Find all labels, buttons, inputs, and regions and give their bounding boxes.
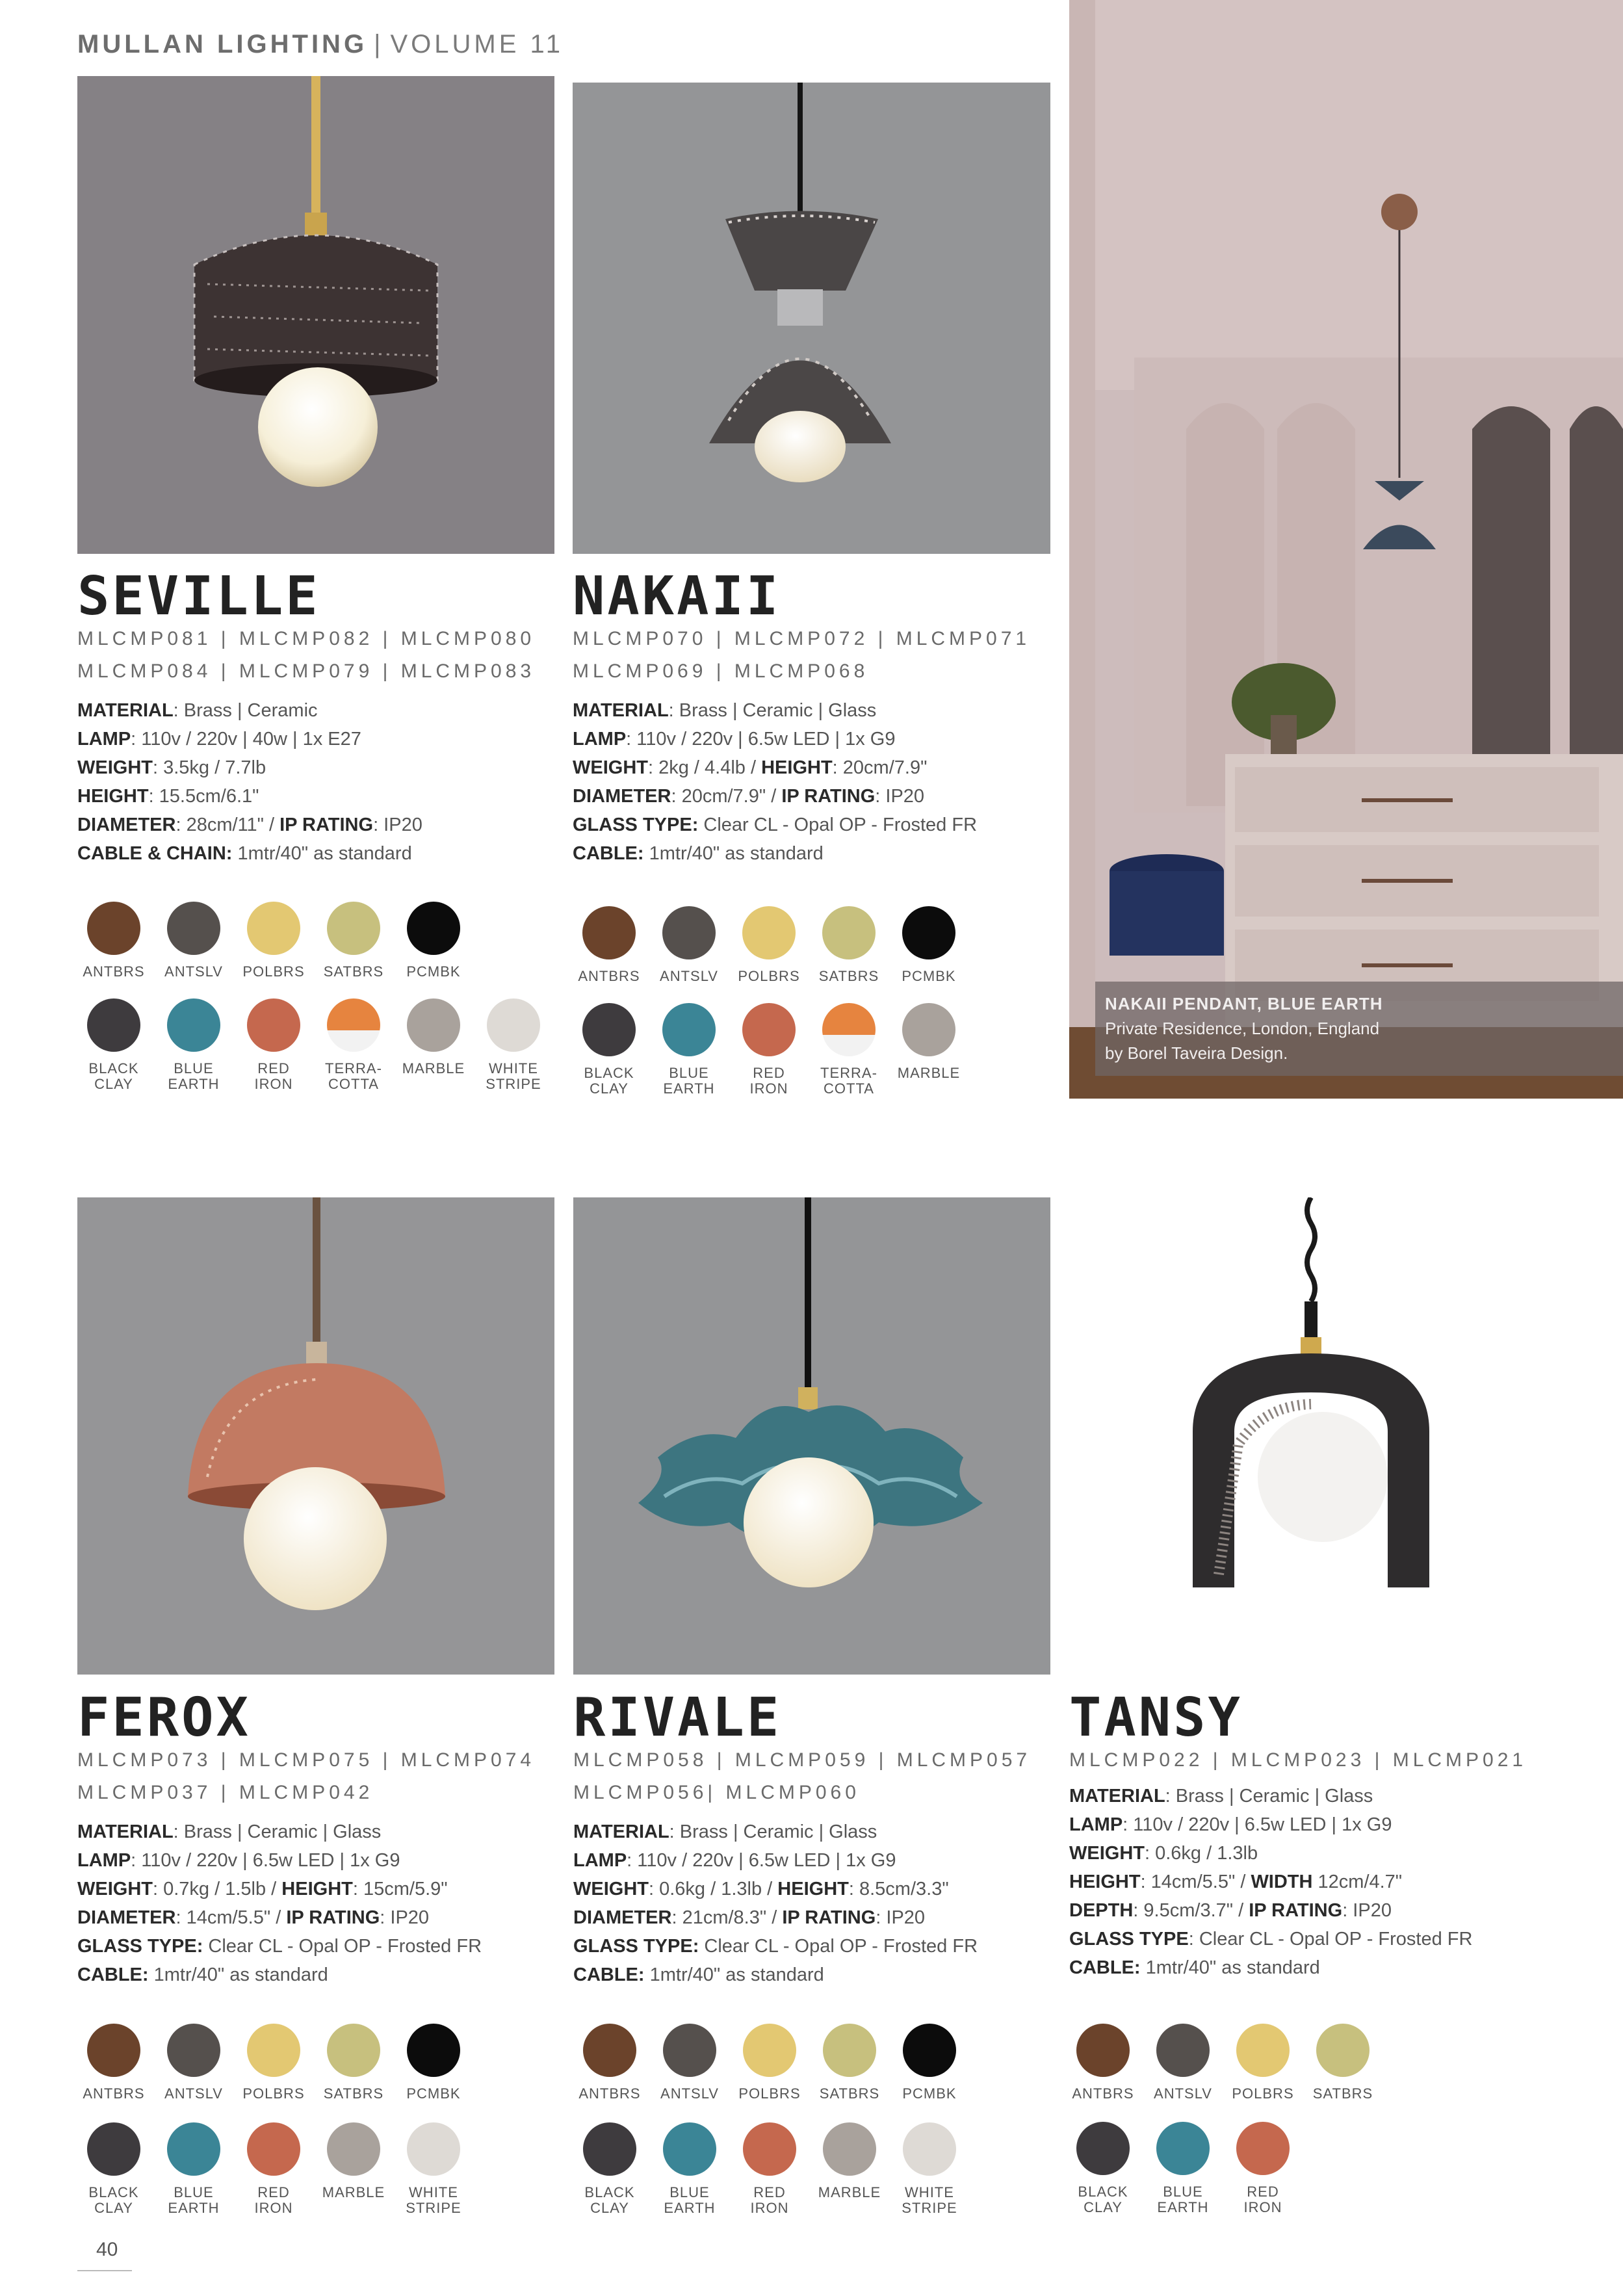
spec-label: IP RATING xyxy=(279,815,374,835)
spec-label: MATERIAL xyxy=(573,700,669,721)
finish-swatch-label: RED IRON xyxy=(1243,2184,1282,2215)
brand-name: MULLAN LIGHTING xyxy=(77,30,368,59)
spec-value: : 110v / 220v | 6.5w LED | 1x G9 xyxy=(131,1850,400,1871)
finish-swatch-label: WHITE STRIPE xyxy=(902,2184,957,2216)
finish-swatch-label: SATBRS xyxy=(323,2085,384,2102)
spec-value: : 0.6kg / 1.3lb / xyxy=(649,1879,778,1899)
rivale-codes xyxy=(573,1744,1031,1809)
page-number-rule xyxy=(77,2270,132,2271)
finish-swatch xyxy=(729,906,809,984)
spec-label: CABLE: xyxy=(573,843,644,864)
rivale-codes-line-2: MLCMP056| MLCMP060 xyxy=(573,1782,860,1803)
finish-swatch-dot xyxy=(1316,2024,1370,2077)
finish-swatch xyxy=(153,902,234,980)
finish-swatch xyxy=(809,906,889,984)
finish-swatch-dot xyxy=(407,902,460,955)
seville-codes xyxy=(77,623,535,688)
nakaii-specs xyxy=(573,696,977,868)
finish-swatch-dot xyxy=(662,1003,716,1056)
finish-swatch-label: ANTBRS xyxy=(83,2085,145,2102)
spec-row xyxy=(1069,1953,1472,1982)
nakaii-codes-line-2: MLCMP069 | MLCMP068 xyxy=(573,660,869,682)
rivale-photo xyxy=(573,1197,1050,1675)
spec-value: : 2kg / 4.4lb / xyxy=(648,757,762,778)
finish-swatch-label: ANTBRS xyxy=(83,963,145,980)
finish-swatch-dot xyxy=(743,2024,796,2077)
spec-row xyxy=(1069,1782,1472,1810)
finish-swatch-label: ANTBRS xyxy=(1072,2085,1134,2102)
ferox-codes xyxy=(77,1744,535,1809)
spec-label: IP RATING xyxy=(1249,1900,1343,1921)
finish-swatch-label: BLUE EARTH xyxy=(664,2184,716,2216)
spec-label: GLASS TYPE: xyxy=(573,815,699,835)
finish-swatch-dot xyxy=(407,2122,460,2176)
finish-swatch-label: SATBRS xyxy=(818,968,879,984)
spec-value: : Brass | Ceramic | Glass xyxy=(669,1821,877,1842)
finish-swatch xyxy=(889,2024,970,2102)
spec-label: WEIGHT xyxy=(1069,1843,1145,1864)
tansy-title: TANSY xyxy=(1069,1687,1243,1749)
spec-value: : Clear CL - Opal OP - Frosted FR xyxy=(1188,1929,1473,1950)
catalog-header xyxy=(77,30,564,59)
finish-swatch-dot xyxy=(1076,2024,1130,2077)
finish-swatch-label: SATBRS xyxy=(323,963,384,980)
finish-swatch-label: MARBLE xyxy=(322,2184,385,2200)
spec-label: MATERIAL xyxy=(77,700,174,721)
finish-swatch-label: RED IRON xyxy=(749,1065,788,1097)
finish-swatch xyxy=(313,998,394,1092)
spec-value: Clear CL - Opal OP - Frosted FR xyxy=(698,815,978,835)
spec-value: 1mtr/40" as standard xyxy=(1140,1957,1320,1978)
spec-value: : Brass | Ceramic | Glass xyxy=(668,700,877,721)
finish-swatch-label: TERRA- COTTA xyxy=(820,1065,877,1097)
finish-swatch-label: BLUE EARTH xyxy=(168,2184,220,2216)
spec-label: WIDTH xyxy=(1251,1872,1313,1892)
finish-swatch xyxy=(649,2122,730,2216)
finish-swatch-dot xyxy=(583,2024,636,2077)
finish-swatch-dot xyxy=(823,2024,876,2077)
finish-swatch xyxy=(1303,2024,1383,2102)
spec-value: : IP20 xyxy=(380,1907,430,1928)
finish-swatch xyxy=(233,2122,314,2216)
nakaii-codes-line-1: MLCMP070 | MLCMP072 | MLCMP071 xyxy=(573,628,1031,649)
finish-swatch-dot xyxy=(407,998,460,1052)
spec-row xyxy=(573,839,977,868)
finish-swatch-dot xyxy=(247,902,300,955)
spec-row xyxy=(77,1818,482,1846)
spec-value: : 0.6kg / 1.3lb xyxy=(1145,1843,1258,1864)
ferox-title: FEROX xyxy=(77,1687,251,1749)
page-number: 40 xyxy=(96,2239,118,2260)
seville-specs xyxy=(77,696,422,868)
spec-row xyxy=(77,1875,482,1903)
finish-swatch-label: RED IRON xyxy=(254,2184,293,2216)
spec-row xyxy=(573,1961,978,1989)
finish-swatch xyxy=(569,2024,650,2102)
finish-swatch-label: MARBLE xyxy=(402,1060,465,1076)
spec-label: WEIGHT xyxy=(573,1879,649,1899)
spec-value: 12cm/4.7" xyxy=(1312,1872,1403,1892)
spec-row xyxy=(573,725,977,753)
finish-swatch-dot xyxy=(663,2024,716,2077)
finish-swatch-label: POLBRS xyxy=(242,2085,305,2102)
finish-swatch-label: ANTSLV xyxy=(164,2085,223,2102)
header-separator: | xyxy=(374,30,384,59)
finish-swatch xyxy=(649,1003,729,1097)
finish-swatch-dot xyxy=(902,1003,955,1056)
spec-row xyxy=(77,696,422,725)
finish-swatch-dot xyxy=(822,1003,876,1056)
spec-label: DIAMETER xyxy=(77,1907,176,1928)
finish-swatch xyxy=(1143,2122,1223,2215)
spec-label: DIAMETER xyxy=(573,1907,672,1928)
finish-swatch-label: BLACK CLAY xyxy=(584,2184,635,2216)
spec-row xyxy=(77,1846,482,1875)
spec-label: CABLE: xyxy=(1069,1957,1141,1978)
spec-label: HEIGHT xyxy=(761,757,833,778)
spec-value: : 20cm/7.9" xyxy=(832,757,928,778)
finish-swatch xyxy=(73,2024,154,2102)
finish-swatch-dot xyxy=(167,902,220,955)
finish-swatch xyxy=(1223,2122,1303,2215)
finish-swatch xyxy=(729,1003,809,1097)
spec-value: : 21cm/8.3" / xyxy=(671,1907,783,1928)
spec-value: 1mtr/40" as standard xyxy=(232,843,412,864)
finish-swatch xyxy=(1143,2024,1223,2102)
finish-swatch-label: BLACK CLAY xyxy=(1078,2184,1128,2215)
finish-swatch xyxy=(809,2122,890,2200)
spec-value: : Brass | Ceramic xyxy=(173,700,318,721)
finish-swatch-dot xyxy=(87,902,140,955)
finish-swatch xyxy=(313,2122,394,2200)
finish-swatch-label: SATBRS xyxy=(819,2085,880,2102)
finish-swatch-label: ANTBRS xyxy=(578,2085,641,2102)
spec-row xyxy=(77,725,422,753)
finish-swatch-dot xyxy=(167,998,220,1052)
spec-label: WEIGHT xyxy=(573,757,648,778)
finish-swatch-label: RED IRON xyxy=(750,2184,789,2216)
spec-row xyxy=(573,696,977,725)
spec-row xyxy=(1069,1810,1472,1839)
spec-label: IP RATING xyxy=(286,1907,380,1928)
spec-value: : IP20 xyxy=(876,1907,926,1928)
spec-label: GLASS TYPE: xyxy=(77,1936,203,1957)
spec-value: : 110v / 220v | 40w | 1x E27 xyxy=(131,729,361,750)
finish-swatch xyxy=(73,902,154,980)
spec-label: MATERIAL xyxy=(77,1821,174,1842)
spec-label: LAMP xyxy=(1069,1814,1123,1835)
tansy-specs xyxy=(1069,1782,1472,1982)
finish-swatch xyxy=(1223,2024,1303,2102)
finish-swatch xyxy=(889,2122,970,2216)
spec-label: LAMP xyxy=(77,729,131,750)
spec-value: : IP20 xyxy=(1342,1900,1392,1921)
spec-value: 1mtr/40" as standard xyxy=(643,843,824,864)
finish-swatch xyxy=(153,2024,234,2102)
finish-swatch xyxy=(153,998,234,1092)
finish-swatch xyxy=(393,998,474,1076)
finish-swatch-dot xyxy=(903,2024,956,2077)
seville-title: SEVILLE xyxy=(77,566,320,627)
finish-swatch xyxy=(649,2024,730,2102)
spec-value: : 110v / 220v | 6.5w LED | 1x G9 xyxy=(627,1850,896,1871)
spec-value: : 14cm/5.5" / xyxy=(1140,1872,1251,1892)
spec-label: CABLE & CHAIN: xyxy=(77,843,233,864)
spec-label: IP RATING xyxy=(781,786,876,807)
seville-photo xyxy=(77,76,554,554)
spec-label: HEIGHT xyxy=(777,1879,849,1899)
finish-swatch-label: BLACK CLAY xyxy=(88,1060,139,1092)
spec-label: CABLE: xyxy=(573,1964,645,1985)
spec-label: GLASS TYPE: xyxy=(573,1936,699,1957)
finish-swatch-dot xyxy=(743,2122,796,2176)
spec-row xyxy=(573,1903,978,1932)
spec-label: HEIGHT xyxy=(77,786,149,807)
spec-value: : Brass | Ceramic | Glass xyxy=(1165,1786,1373,1807)
finish-swatch-dot xyxy=(247,2122,300,2176)
finish-swatch xyxy=(809,1003,889,1097)
spec-label: HEIGHT xyxy=(1069,1872,1141,1892)
finish-swatch-dot xyxy=(87,2024,140,2077)
spec-label: WEIGHT xyxy=(77,757,153,778)
spec-label: LAMP xyxy=(573,729,627,750)
finish-swatch-label: MARBLE xyxy=(818,2184,881,2200)
spec-value: : 20cm/7.9" / xyxy=(671,786,782,807)
finish-swatch-dot xyxy=(1236,2024,1290,2077)
spec-value: : 110v / 220v | 6.5w LED | 1x G9 xyxy=(626,729,896,750)
finish-swatch-label: POLBRS xyxy=(738,2085,801,2102)
spec-value: Clear CL - Opal OP - Frosted FR xyxy=(699,1936,978,1957)
finish-swatch xyxy=(1063,2122,1143,2215)
spec-value: : 15.5cm/6.1" xyxy=(148,786,259,807)
finish-swatch xyxy=(809,2024,890,2102)
spec-value: : 3.5kg / 7.7lb xyxy=(153,757,266,778)
finish-swatch-dot xyxy=(327,2122,380,2176)
finish-swatch-label: BLUE EARTH xyxy=(663,1065,715,1097)
spec-row xyxy=(573,811,977,839)
spec-label: DIAMETER xyxy=(573,786,671,807)
finish-swatch-dot xyxy=(582,906,636,959)
seville-codes-line-1: MLCMP081 | MLCMP082 | MLCMP080 xyxy=(77,628,536,649)
finish-swatch-dot xyxy=(583,2122,636,2176)
caption-line-2: by Borel Taveira Design. xyxy=(1105,1043,1288,1063)
finish-swatch-dot xyxy=(742,906,796,959)
spec-row xyxy=(77,1961,482,1989)
spec-value: : 15cm/5.9" xyxy=(352,1879,448,1899)
spec-value: : IP20 xyxy=(875,786,925,807)
finish-swatch-dot xyxy=(167,2122,220,2176)
finish-swatch-dot xyxy=(87,2122,140,2176)
finish-swatch xyxy=(153,2122,234,2216)
tansy-codes xyxy=(1069,1744,1527,1777)
finish-swatch-label: ANTSLV xyxy=(660,968,718,984)
finish-swatch-dot xyxy=(822,906,876,959)
finish-swatch-label: BLUE EARTH xyxy=(1157,2184,1209,2215)
tansy-codes-line-1: MLCMP022 | MLCMP023 | MLCMP021 xyxy=(1069,1749,1527,1771)
finish-swatch-dot xyxy=(903,2122,956,2176)
volume-label: VOLUME 11 xyxy=(390,30,564,59)
finish-swatch-label: SATBRS xyxy=(1312,2085,1373,2102)
spec-row xyxy=(77,1903,482,1932)
spec-row xyxy=(573,1846,978,1875)
spec-row xyxy=(1069,1896,1472,1925)
finish-swatch-label: ANTSLV xyxy=(1154,2085,1212,2102)
finish-swatch xyxy=(889,1003,969,1081)
finish-swatch xyxy=(569,2122,650,2216)
finish-swatch xyxy=(569,1003,649,1097)
finish-swatch-dot xyxy=(247,998,300,1052)
rivale-title: RIVALE xyxy=(573,1687,782,1749)
spec-row xyxy=(1069,1868,1472,1896)
spec-row xyxy=(573,753,977,782)
ferox-codes-line-1: MLCMP073 | MLCMP075 | MLCMP074 xyxy=(77,1749,536,1771)
spec-label: CABLE: xyxy=(77,1964,149,1985)
finish-swatch-dot xyxy=(407,2024,460,2077)
finish-swatch xyxy=(729,2122,810,2216)
finish-swatch-label: WHITE STRIPE xyxy=(406,2184,461,2216)
spec-row xyxy=(77,782,422,811)
finish-swatch-label: RED IRON xyxy=(254,1060,293,1092)
finish-swatch-label: ANTSLV xyxy=(164,963,223,980)
caption-title: NAKAII PENDANT, BLUE EARTH xyxy=(1105,994,1383,1013)
spec-value: : 14cm/5.5" / xyxy=(175,1907,287,1928)
ferox-photo xyxy=(77,1197,554,1675)
finish-swatch-dot xyxy=(662,906,716,959)
spec-label: GLASS TYPE xyxy=(1069,1929,1189,1950)
spec-label: DEPTH xyxy=(1069,1900,1134,1921)
spec-row xyxy=(77,753,422,782)
finish-swatch-dot xyxy=(1236,2122,1290,2175)
spec-row xyxy=(77,1932,482,1961)
spec-label: MATERIAL xyxy=(573,1821,669,1842)
spec-label: WEIGHT xyxy=(77,1879,153,1899)
spec-label: IP RATING xyxy=(782,1907,876,1928)
spec-value: : 8.5cm/3.3" xyxy=(848,1879,949,1899)
finish-swatch-label: TERRA- COTTA xyxy=(325,1060,382,1092)
finish-swatch xyxy=(73,2122,154,2216)
finish-swatch-dot xyxy=(823,2122,876,2176)
spec-value: 1mtr/40" as standard xyxy=(644,1964,824,1985)
finish-swatch-label: POLBRS xyxy=(738,968,800,984)
seville-codes-line-2: MLCMP084 | MLCMP079 | MLCMP083 xyxy=(77,660,536,682)
finish-swatch xyxy=(649,906,729,984)
ferox-codes-line-2: MLCMP037 | MLCMP042 xyxy=(77,1782,374,1803)
finish-swatch xyxy=(889,906,969,984)
finish-swatch-label: POLBRS xyxy=(242,963,305,980)
finish-swatch-dot xyxy=(663,2122,716,2176)
finish-swatch-dot xyxy=(247,2024,300,2077)
finish-swatch-label: BLUE EARTH xyxy=(168,1060,220,1092)
spec-value: : 0.7kg / 1.5lb / xyxy=(153,1879,282,1899)
finish-swatch xyxy=(393,2122,474,2216)
finish-swatch-dot xyxy=(902,906,955,959)
finish-swatch-label: PCMBK xyxy=(902,2085,957,2102)
finish-swatch xyxy=(393,902,474,980)
spec-row xyxy=(573,1818,978,1846)
spec-row xyxy=(1069,1839,1472,1868)
finish-swatch-label: POLBRS xyxy=(1232,2085,1294,2102)
finish-swatch-dot xyxy=(582,1003,636,1056)
finish-swatch-dot xyxy=(167,2024,220,2077)
spec-value: : 110v / 220v | 6.5w LED | 1x G9 xyxy=(1123,1814,1392,1835)
spec-row xyxy=(573,782,977,811)
spec-value: : 28cm/11" / xyxy=(175,815,280,835)
finish-swatch-label: PCMBK xyxy=(902,968,956,984)
spec-value: Clear CL - Opal OP - Frosted FR xyxy=(203,1936,482,1957)
spec-row xyxy=(77,839,422,868)
finish-swatch-label: PCMBK xyxy=(406,963,461,980)
nakaii-codes xyxy=(573,623,1030,688)
spec-label: LAMP xyxy=(77,1850,131,1871)
finish-swatch-label: WHITE STRIPE xyxy=(486,1060,541,1092)
spec-row xyxy=(573,1932,978,1961)
spec-label: HEIGHT xyxy=(281,1879,353,1899)
finish-swatch xyxy=(313,902,394,980)
finish-swatch-label: BLACK CLAY xyxy=(584,1065,634,1097)
finish-swatch xyxy=(569,906,649,984)
spec-value: : Brass | Ceramic | Glass xyxy=(173,1821,382,1842)
finish-swatch-label: ANTSLV xyxy=(660,2085,719,2102)
finish-swatch xyxy=(1063,2024,1143,2102)
spec-label: DIAMETER xyxy=(77,815,176,835)
finish-swatch-label: MARBLE xyxy=(897,1065,961,1081)
finish-swatch-dot xyxy=(1156,2024,1210,2077)
nakaii-title: NAKAII xyxy=(573,566,781,627)
spec-value: 1mtr/40" as standard xyxy=(148,1964,328,1985)
finish-swatch-dot xyxy=(327,2024,380,2077)
finish-swatch xyxy=(473,998,554,1092)
finish-swatch xyxy=(729,2024,810,2102)
spec-value: : 9.5cm/3.7" / xyxy=(1133,1900,1249,1921)
rivale-codes-line-1: MLCMP058 | MLCMP059 | MLCMP057 xyxy=(573,1749,1032,1771)
finish-swatch-dot xyxy=(327,998,380,1052)
finish-swatch-dot xyxy=(87,998,140,1052)
interior-caption xyxy=(1105,991,1383,1065)
finish-swatch-label: BLACK CLAY xyxy=(88,2184,139,2216)
spec-label: MATERIAL xyxy=(1069,1786,1165,1807)
finish-swatch-label: ANTBRS xyxy=(578,968,640,984)
nakaii-photo xyxy=(573,83,1050,554)
spec-row xyxy=(573,1875,978,1903)
rivale-specs xyxy=(573,1818,978,1989)
finish-swatch xyxy=(313,2024,394,2102)
finish-swatch-dot xyxy=(327,902,380,955)
finish-swatch-dot xyxy=(742,1003,796,1056)
caption-line-1: Private Residence, London, England xyxy=(1105,1019,1380,1038)
spec-row xyxy=(77,811,422,839)
finish-swatch-dot xyxy=(487,998,540,1052)
ferox-specs xyxy=(77,1818,482,1989)
finish-swatch-dot xyxy=(1076,2122,1130,2175)
finish-swatch xyxy=(393,2024,474,2102)
interior-photo xyxy=(1069,0,1623,1099)
finish-swatch-dot xyxy=(1156,2122,1210,2175)
finish-swatch xyxy=(233,998,314,1092)
finish-swatch-label: PCMBK xyxy=(406,2085,461,2102)
finish-swatch xyxy=(233,902,314,980)
spec-value: : IP20 xyxy=(373,815,422,835)
finish-swatch xyxy=(73,998,154,1092)
tansy-photo xyxy=(1069,1197,1546,1675)
finish-swatch xyxy=(233,2024,314,2102)
spec-label: LAMP xyxy=(573,1850,627,1871)
spec-row xyxy=(1069,1925,1472,1953)
